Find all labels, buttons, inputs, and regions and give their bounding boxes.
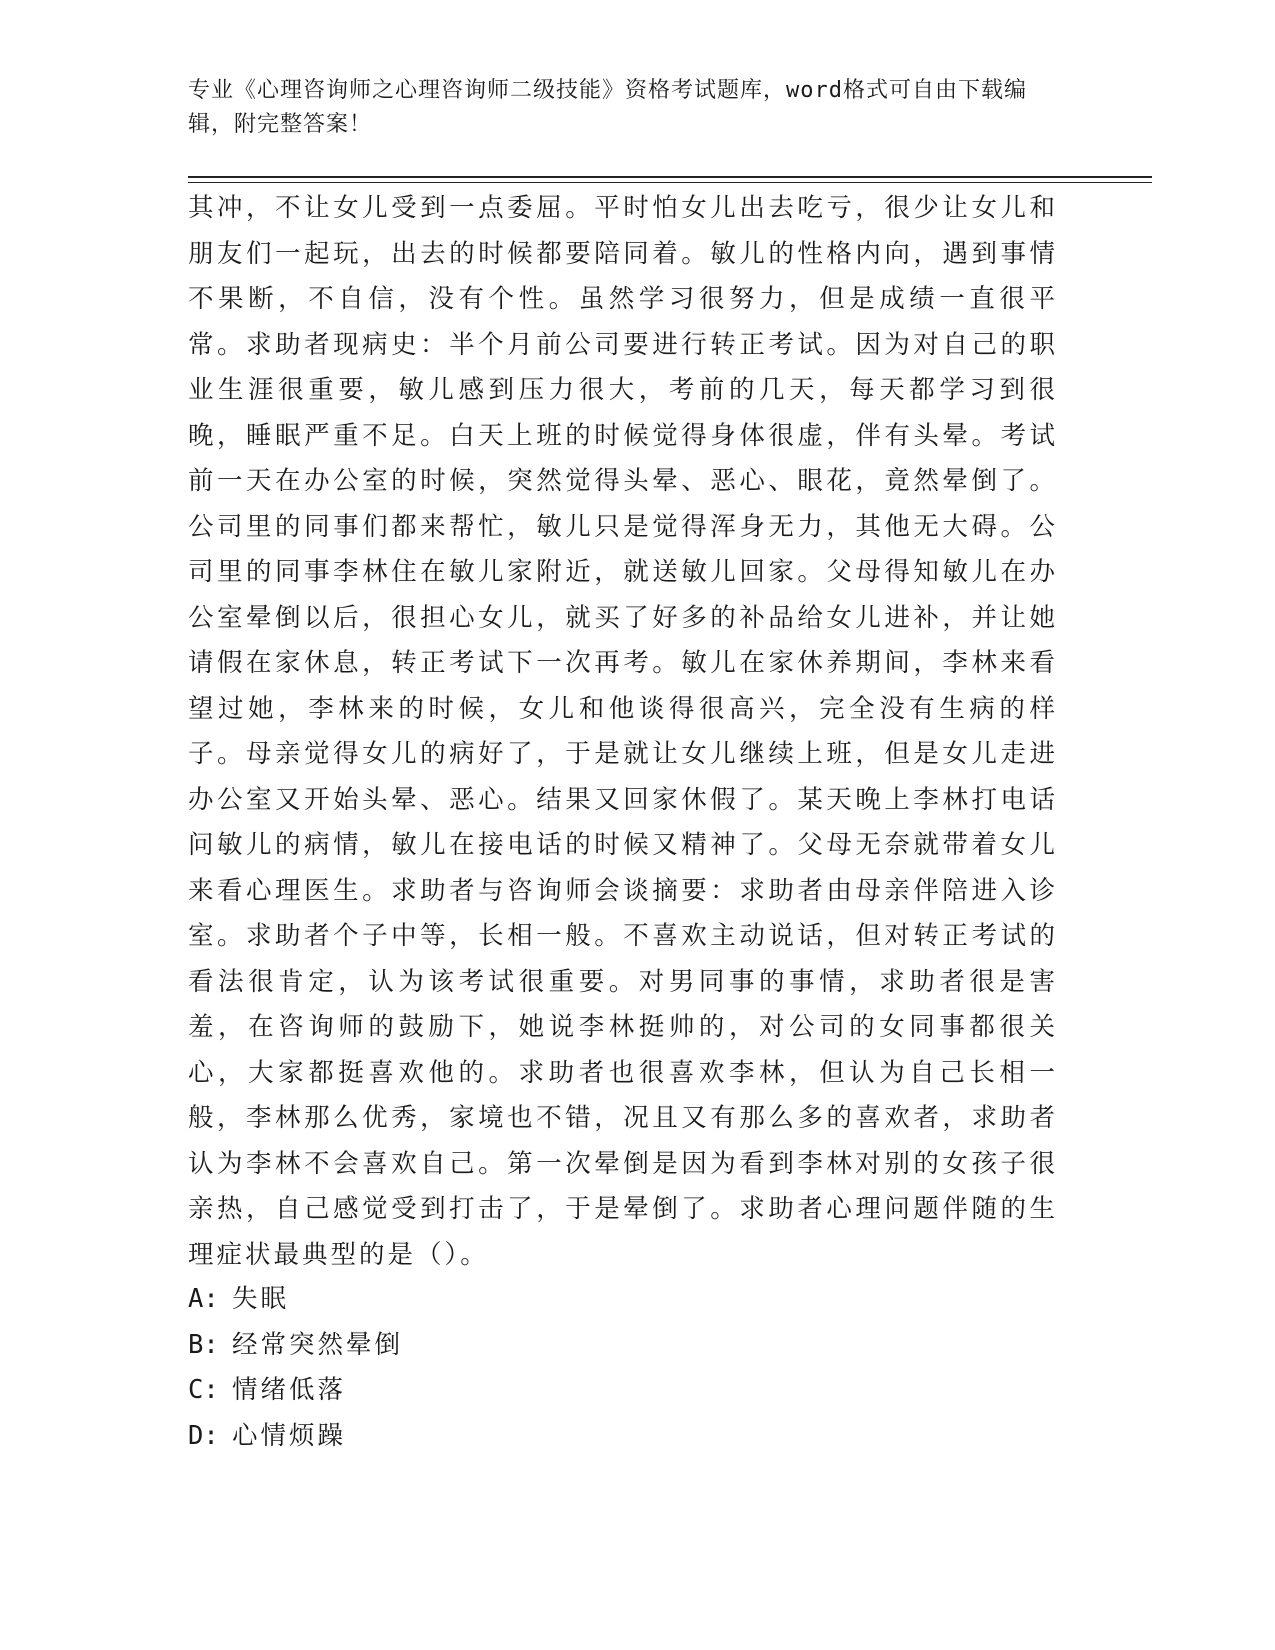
question-text: 其冲，不让女儿受到一点委屈。平时怕女儿出去吃亏，很少让女儿和朋友们一起玩，出去的时候都要陪同着。敏儿的性格内向，遇到事情不果断，不自信，没有个性。虽然学习很努力，但是成绩一直很平常。求助者现病史：半个月前公司要进行转正考试。因为对自己的职业生涯很重要，敏儿感到压力很大，考前的几天，每天都学习到很晚，睡眠严重不足。白天上班的时候觉得身体很虚，伴有头晕。考试前一天在办公室的时候，突然觉得头晕、恶心、眼花，竟然晕倒了。公司里的同事们都来帮忙，敏儿只是觉得浑身无力，其他无大碍。公司里的同事李林住在敏儿家附近，就送敏儿回家。父母得知敏儿在办公室晕倒以后，很担心女儿，就买了好多的补品给女儿进补，并让她请假在家休息，转正考试下一次再考。敏儿在家休养期间，李林来看望过她，李林来的时候，女儿和他谈得很高兴，完全没有生病的样子。母亲觉得女儿的病好了，于是就让女儿继续上班，但是女儿走进办公室又开始头晕、恶心。结果又回家休假了。某天晚上李林打电话问敏儿的病情，敏儿在接电话的时候又精神了。父母无奈就带着女儿来看心理医生。求助者与咨询师会谈摘要：求助者由母亲伴陪进入诊室。求助者个子中等，长相一般。不喜欢主动说话，但对转正考试的看法很肯定，认为该考试很重要。对男同事的事情，求助者很是害羞，在咨询师的鼓励下，她说李林挺帅的，对公司的女同事都很关心，大家都挺喜欢他的。求助者也很喜欢李林，但认为自己长相一般，李林那么优秀，家境也不错，况且又有那么多的喜欢者，求助者认为李林不会喜欢自己。第一次晕倒是因为看到李林对别的女孩子很亲热，自己感觉受到打击了，于是晕倒了。求助者心理问题伴随的生理症状最典型的是（）。 — [188, 193, 1058, 1270]
option-c-text: 情绪低落 — [232, 1375, 347, 1405]
page-header: 专业《心理咨询师之心理咨询师二级技能》资格考试题库，word格式可自由下载编辑，附完整答案！ — [188, 78, 1027, 137]
option-a — [188, 1277, 1058, 1323]
option-b-key: B: — [188, 1329, 219, 1360]
option-d — [188, 1414, 1058, 1460]
option-d-text: 心情烦躁 — [232, 1420, 347, 1451]
option-b — [188, 1323, 1058, 1369]
option-c — [188, 1368, 1058, 1414]
answer-options — [188, 1277, 1058, 1459]
option-a-key: A: — [188, 1284, 219, 1314]
option-a-text: 失眠 — [232, 1284, 290, 1314]
option-b-text: 经常突然晕倒 — [232, 1329, 404, 1360]
header-rule-thin — [188, 182, 1152, 183]
option-d-key: D: — [188, 1420, 219, 1451]
option-c-key: C: — [188, 1375, 219, 1405]
header-rule-thick — [188, 176, 1152, 178]
